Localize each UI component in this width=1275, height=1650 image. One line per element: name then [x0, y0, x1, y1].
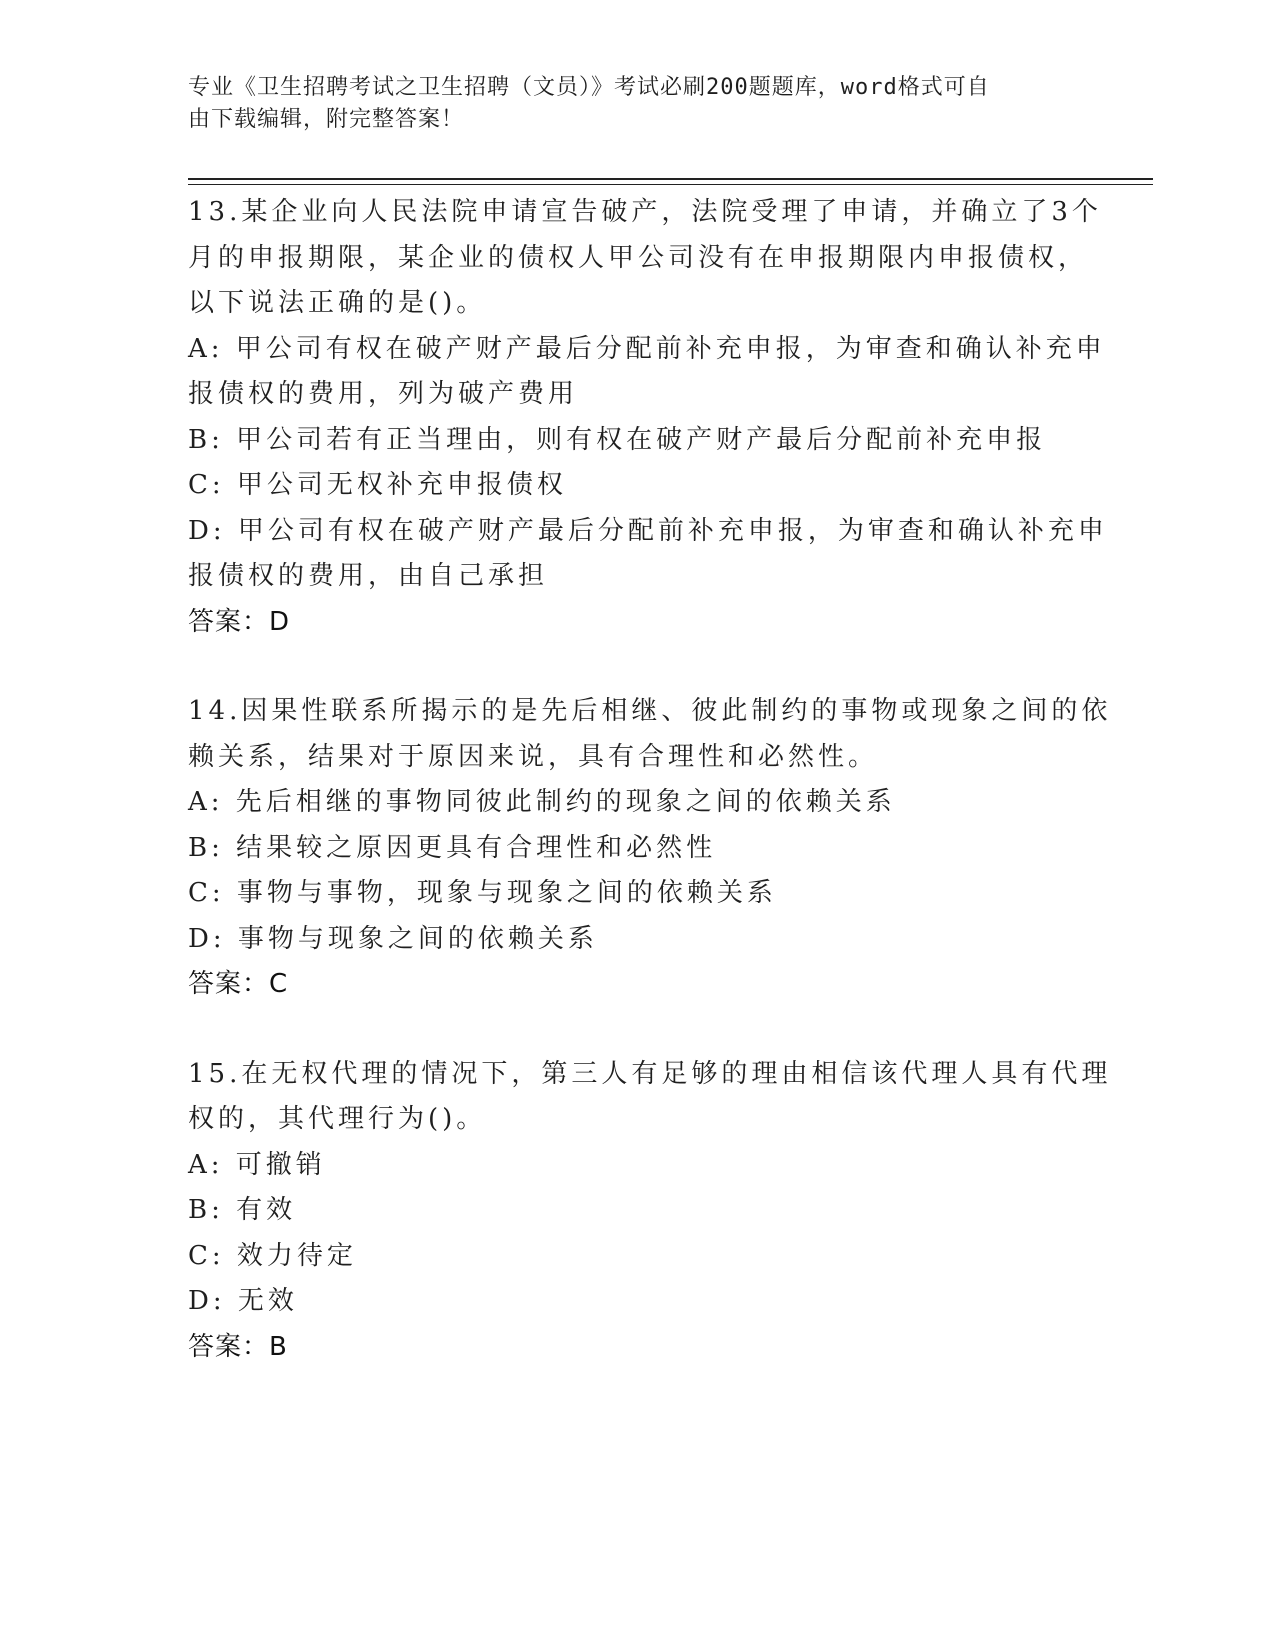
option-line: B: 甲公司若有正当理由，则有权在破产财产最后分配前补充申报 — [188, 424, 1047, 455]
option-line: C: 甲公司无权补充申报债权 — [188, 470, 567, 500]
question-stem-line: 13.某企业向人民法院申请宣告破产，法院受理了申请，并确立了3个 — [188, 197, 1102, 227]
option-line: A: 甲公司有权在破产财产最后分配前补充申报，为审查和确认补充申 — [188, 333, 1106, 364]
question-stem-line: 以下说法正确的是()。 — [188, 288, 487, 318]
option-line: A: 先后相继的事物同彼此制约的现象之间的依赖关系 — [188, 787, 896, 817]
document-header — [188, 72, 1068, 136]
question-stem-line: 14.因果性联系所揭示的是先后相继、彼此制约的事物或现象之间的依 — [188, 696, 1112, 726]
option-line: A: 可撤销 — [188, 1149, 326, 1180]
header-divider — [188, 178, 1153, 180]
option-line: C: 事物与事物，现象与现象之间的依赖关系 — [188, 878, 777, 908]
option-line: B: 有效 — [188, 1195, 297, 1225]
header-line: 专业《卫生招聘考试之卫生招聘（文员）》考试必刷200题题库，word格式可自 — [188, 75, 990, 100]
option-line: D: 事物与现象之间的依赖关系 — [188, 923, 598, 954]
option-line: D: 无效 — [188, 1286, 298, 1316]
question-stem-line: 赖关系，结果对于原因来说，具有合理性和必然性。 — [188, 741, 879, 772]
header-divider — [188, 184, 1153, 185]
answer-label: 答案：C — [188, 969, 289, 999]
question-block — [188, 1052, 1112, 1371]
question-block — [188, 190, 1108, 645]
option-line: 报债权的费用，由自己承担 — [188, 561, 549, 591]
option-line: C: 效力待定 — [188, 1240, 357, 1271]
option-line: D: 甲公司有权在破产财产最后分配前补充申报，为审查和确认补充申 — [188, 515, 1108, 546]
question-stem-line: 权的，其代理行为()。 — [188, 1104, 487, 1134]
answer-label: 答案：D — [188, 606, 291, 637]
header-line: 由下载编辑，附完整答案！ — [188, 107, 465, 132]
option-line: 报债权的费用，列为破产费用 — [188, 379, 579, 409]
question-stem-line: 15.在无权代理的情况下，第三人有足够的理由相信该代理人具有代理 — [188, 1058, 1112, 1089]
question-stem-line: 月的申报期限，某企业的债权人甲公司没有在申报期限内申报债权， — [188, 242, 1089, 273]
question-block — [188, 689, 1112, 1008]
question-list — [188, 190, 1112, 1414]
option-line: B: 结果较之原因更具有合理性和必然性 — [188, 832, 717, 863]
answer-label: 答案：B — [188, 1331, 288, 1362]
